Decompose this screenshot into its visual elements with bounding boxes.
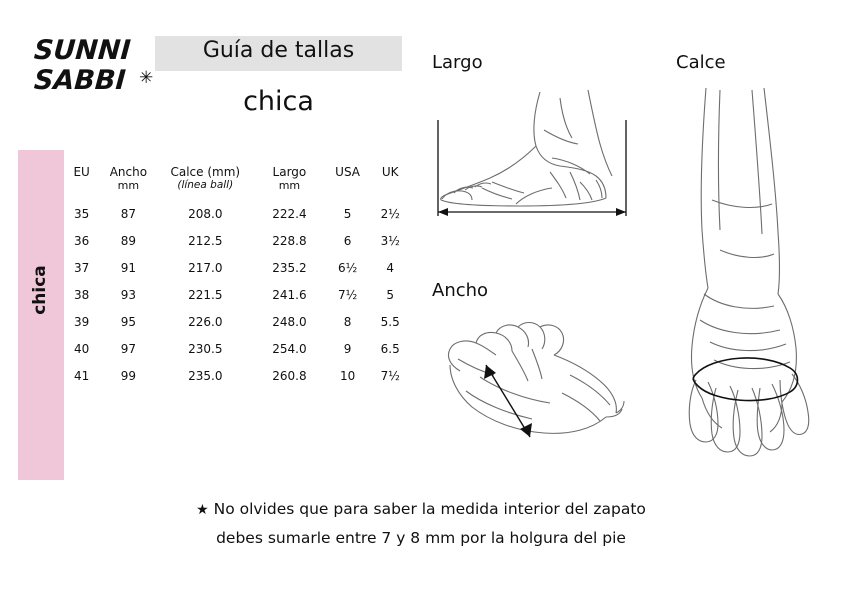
cell-ancho: 95 [120, 314, 137, 329]
cell-ancho: 91 [120, 260, 137, 275]
table-row [64, 254, 411, 281]
column-header-largo-label: Largo [272, 165, 307, 179]
cell-uk: 5 [386, 287, 395, 302]
cell-ancho: 89 [120, 233, 137, 248]
table-row [64, 227, 411, 254]
table-row [64, 200, 411, 227]
cell-calce: 235.0 [188, 368, 223, 383]
cell-uk: 3½ [380, 233, 400, 248]
column-header-calce-label: Calce (mm) [170, 165, 241, 179]
cell-ancho: 99 [120, 368, 137, 383]
size-table-side-label: chica [30, 265, 50, 315]
cell-usa: 7½ [337, 287, 358, 302]
cell-eu: 40 [74, 341, 90, 356]
cell-usa: 8 [343, 314, 352, 329]
cell-largo: 222.4 [272, 206, 307, 221]
table-row [64, 281, 411, 308]
footer-line-1-wrapper [0, 495, 842, 524]
cell-largo: 260.8 [272, 368, 307, 383]
cell-calce: 212.5 [188, 233, 223, 248]
column-header-eu-label: EU [73, 165, 90, 179]
cell-uk: 5.5 [380, 314, 400, 329]
cell-calce: 230.5 [188, 341, 223, 356]
cell-calce: 217.0 [188, 260, 223, 275]
cell-largo: 241.6 [272, 287, 307, 302]
cell-uk: 6.5 [380, 341, 400, 356]
column-header-largo [253, 164, 326, 200]
cell-eu: 35 [74, 206, 90, 221]
footer-note [0, 495, 842, 552]
cell-eu: 39 [74, 314, 90, 329]
cell-eu: 36 [74, 233, 90, 248]
cell-largo: 228.8 [272, 233, 307, 248]
cell-eu: 37 [74, 260, 90, 275]
cell-usa: 6½ [337, 260, 358, 275]
cell-calce: 226.0 [188, 314, 223, 329]
column-header-uk [369, 164, 411, 200]
cell-usa: 5 [343, 206, 352, 221]
cell-calce: 221.5 [188, 287, 223, 302]
column-header-ancho-unit: mm [117, 179, 140, 192]
brand-logo-line1: SUNNI [32, 35, 132, 66]
cell-uk: 7½ [380, 368, 400, 383]
illustration-label-largo: Largo [432, 52, 483, 73]
cell-uk: 2½ [380, 206, 400, 221]
cell-eu: 41 [74, 368, 90, 383]
cell-largo: 248.0 [272, 314, 307, 329]
size-table [64, 164, 411, 389]
cell-ancho: 93 [120, 287, 137, 302]
table-row [64, 335, 411, 362]
footer-line-2: debes sumarle entre 7 y 8 mm por la holgura del pie [216, 529, 626, 547]
sparkle-icon: ✳ [139, 68, 154, 88]
cell-eu: 38 [74, 287, 90, 302]
column-header-usa-label: USA [335, 165, 361, 179]
column-header-uk-label: UK [381, 165, 399, 179]
table-header-row [64, 164, 411, 200]
cell-usa: 6 [343, 233, 352, 248]
illustration-label-calce: Calce [676, 52, 726, 73]
cell-calce: 208.0 [188, 206, 223, 221]
column-header-eu [64, 164, 99, 200]
cell-ancho: 97 [120, 341, 137, 356]
footer-line-1: No olvides que para saber la medida interior del zapato [213, 500, 646, 518]
table-row [64, 308, 411, 335]
cell-largo: 235.2 [272, 260, 307, 275]
column-header-ancho [99, 164, 157, 200]
illustration-label-ancho: Ancho [432, 280, 489, 301]
foot-sole-view-illustration [420, 305, 645, 460]
foot-front-view-illustration [660, 80, 830, 465]
table-row [64, 362, 411, 389]
cell-usa: 10 [339, 368, 356, 383]
column-header-calce [157, 164, 253, 200]
cell-usa: 9 [343, 341, 352, 356]
star-icon: ★ [196, 502, 209, 518]
column-header-usa [326, 164, 370, 200]
size-table-block [18, 150, 411, 480]
brand-logo-line2: SABBI [32, 65, 127, 96]
cell-uk: 4 [386, 260, 395, 275]
column-header-ancho-label: Ancho [109, 165, 148, 179]
column-header-calce-note: (línea ball) [177, 179, 234, 191]
column-header-largo-unit: mm [278, 179, 301, 192]
cell-ancho: 87 [120, 206, 137, 221]
foot-side-view-illustration [420, 80, 645, 230]
page-subtitle: chica [243, 86, 314, 117]
cell-largo: 254.0 [272, 341, 307, 356]
brand-logo [34, 36, 154, 106]
page-title: Guía de tallas [202, 38, 355, 63]
